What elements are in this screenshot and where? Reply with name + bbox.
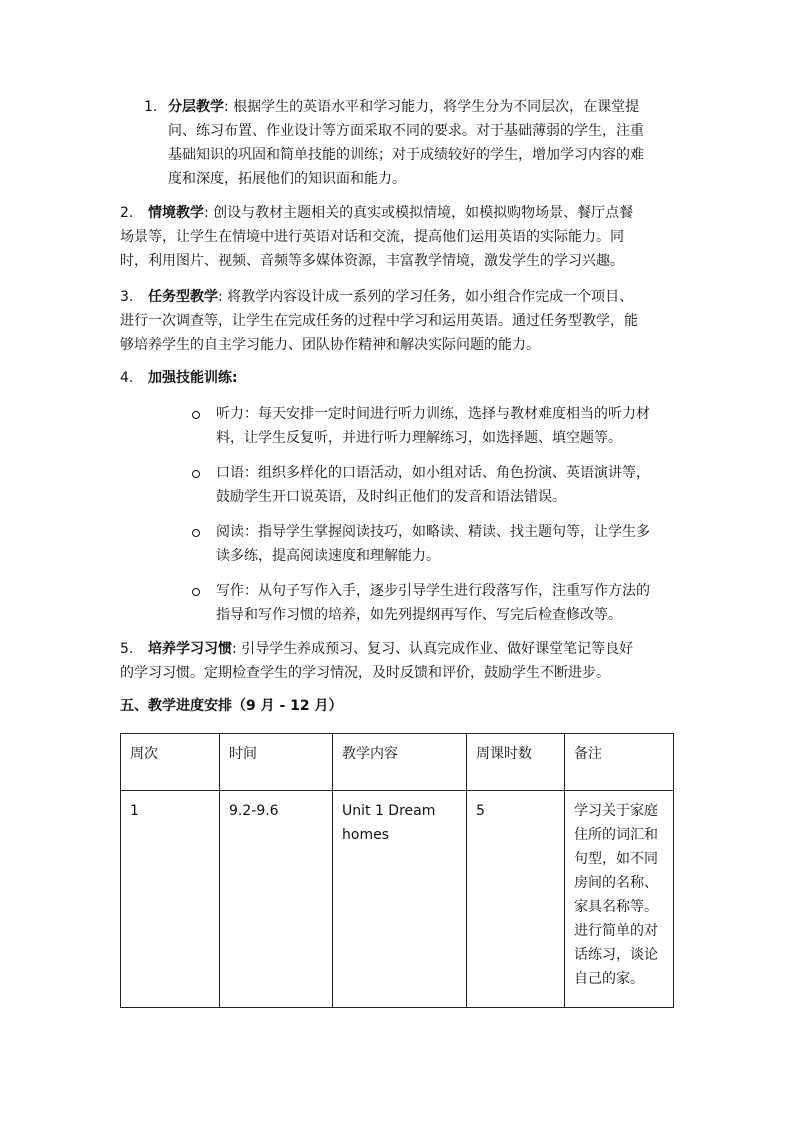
item-number: 3. [120, 289, 134, 305]
header-cell-note: 备注 [565, 734, 674, 791]
header-cell-hours: 周课时数 [467, 734, 565, 791]
cell-note-line: 家具名称等。 [574, 899, 658, 915]
item-title: 任务型教学 [148, 289, 218, 305]
skill-text: 写作：从句子写作入手，逐步引导学生进行段落写作，注重写作方法的 [216, 583, 650, 599]
list-item-3 [120, 285, 638, 357]
section-heading: 五、教学进度安排（9 月 - 12 月） [120, 698, 343, 714]
skill-listening [216, 402, 650, 450]
item-title: 培养学习习惯 [148, 641, 232, 657]
item-title: 情境教学 [148, 205, 204, 221]
cell-content-line: Unit 1 Dream [342, 803, 436, 819]
skill-text: 鼓励学生开口说英语，及时纠正他们的发音和语法错误。 [216, 489, 566, 505]
list-item-4 [120, 366, 238, 390]
list-item-2 [120, 201, 633, 273]
item-number: 1. [144, 99, 158, 115]
skill-text: 阅读：指导学生掌握阅读技巧，如略读、精读、找主题句等，让学生多 [216, 524, 650, 540]
skill-text: 听力：每天安排一定时间进行听力训练，选择与教材难度相当的听力材 [216, 406, 650, 422]
list-item-1 [144, 95, 644, 191]
cell-note-line: 话练习，谈论 [574, 947, 658, 963]
item-text: : 将教学内容设计成一系列的学习任务，如小组合作完成一个项目、 [218, 289, 634, 305]
bullet-circle-icon [192, 529, 200, 537]
bullet-circle-icon [192, 588, 200, 596]
header-cell-time: 时间 [220, 734, 333, 791]
item-text: : 创设与教材主题相关的真实或模拟情境，如模拟购物场景、餐厅点餐 [204, 205, 634, 221]
cell-note-line: 学习关于家庭 [574, 803, 658, 819]
table-row [121, 791, 674, 1008]
item-text: : 引导学生养成预习、复习、认真完成作业、做好课堂笔记等良好 [232, 641, 634, 657]
header-cell-week: 周次 [121, 734, 220, 791]
item-text: : 根据学生的英语水平和学习能力，将学生分为不同层次，在课堂提 [224, 99, 640, 115]
item-number: 4. [120, 370, 134, 386]
bullet-circle-icon [192, 470, 200, 478]
cell-content [333, 791, 467, 1008]
skill-text: 料，让学生反复听，并进行听力理解练习，如选择题、填空题等。 [216, 430, 622, 446]
table-header-row [121, 734, 674, 791]
list-item-5 [120, 637, 633, 685]
header-cell-content: 教学内容 [333, 734, 467, 791]
skill-writing [216, 579, 650, 627]
cell-time: 9.2-9.6 [220, 791, 333, 1008]
cell-note-line: 自己的家。 [574, 971, 644, 987]
cell-week: 1 [121, 791, 220, 1008]
item-text: 够培养学生的自主学习能力、团队协作精神和解决实际问题的能力。 [120, 337, 540, 353]
cell-note-line: 房间的名称、 [574, 875, 658, 891]
item-title: 分层教学 [168, 99, 224, 115]
bullet-circle-icon [192, 411, 200, 419]
item-text: 进行一次调查等，让学生在完成任务的过程中学习和运用英语。通过任务型教学，能 [120, 313, 638, 329]
item-number: 5. [120, 641, 134, 657]
cell-note [565, 791, 674, 1008]
cell-note-line: 进行简单的对 [574, 923, 658, 939]
item-text: 时，利用图片、视频、音频等多媒体资源，丰富教学情境，激发学生的学习兴趣。 [120, 253, 624, 269]
skill-speaking [216, 461, 650, 509]
schedule-table [120, 733, 674, 1008]
cell-note-line: 句型，如不同 [574, 851, 658, 867]
cell-hours: 5 [467, 791, 565, 1008]
item-text: 的学习习惯。定期检查学生的学习情况，及时反馈和评价，鼓励学生不断进步。 [120, 665, 610, 681]
item-suffix: : [232, 370, 238, 386]
cell-content-line: homes [342, 827, 389, 843]
skill-reading [216, 520, 650, 568]
item-text: 问、练习布置、作业设计等方面采取不同的要求。对于基础薄弱的学生，注重 [168, 123, 644, 139]
cell-note-line: 住所的词汇和 [574, 827, 658, 843]
item-number: 2. [120, 205, 134, 221]
skill-text: 口语：组织多样化的口语活动，如小组对话、角色扮演、英语演讲等， [216, 465, 650, 481]
item-text: 基础知识的巩固和简单技能的训练；对于成绩较好的学生，增加学习内容的难 [168, 147, 644, 163]
skill-text: 指导和写作习惯的培养，如先列提纲再写作、写完后检查修改等。 [216, 607, 622, 623]
item-text: 场景等，让学生在情境中进行英语对话和交流，提高他们运用英语的实际能力。同 [120, 229, 624, 245]
skill-text: 读多练，提高阅读速度和理解能力。 [216, 548, 440, 564]
item-text: 度和深度，拓展他们的知识面和能力。 [168, 171, 406, 187]
item-title: 加强技能训练 [148, 370, 232, 386]
